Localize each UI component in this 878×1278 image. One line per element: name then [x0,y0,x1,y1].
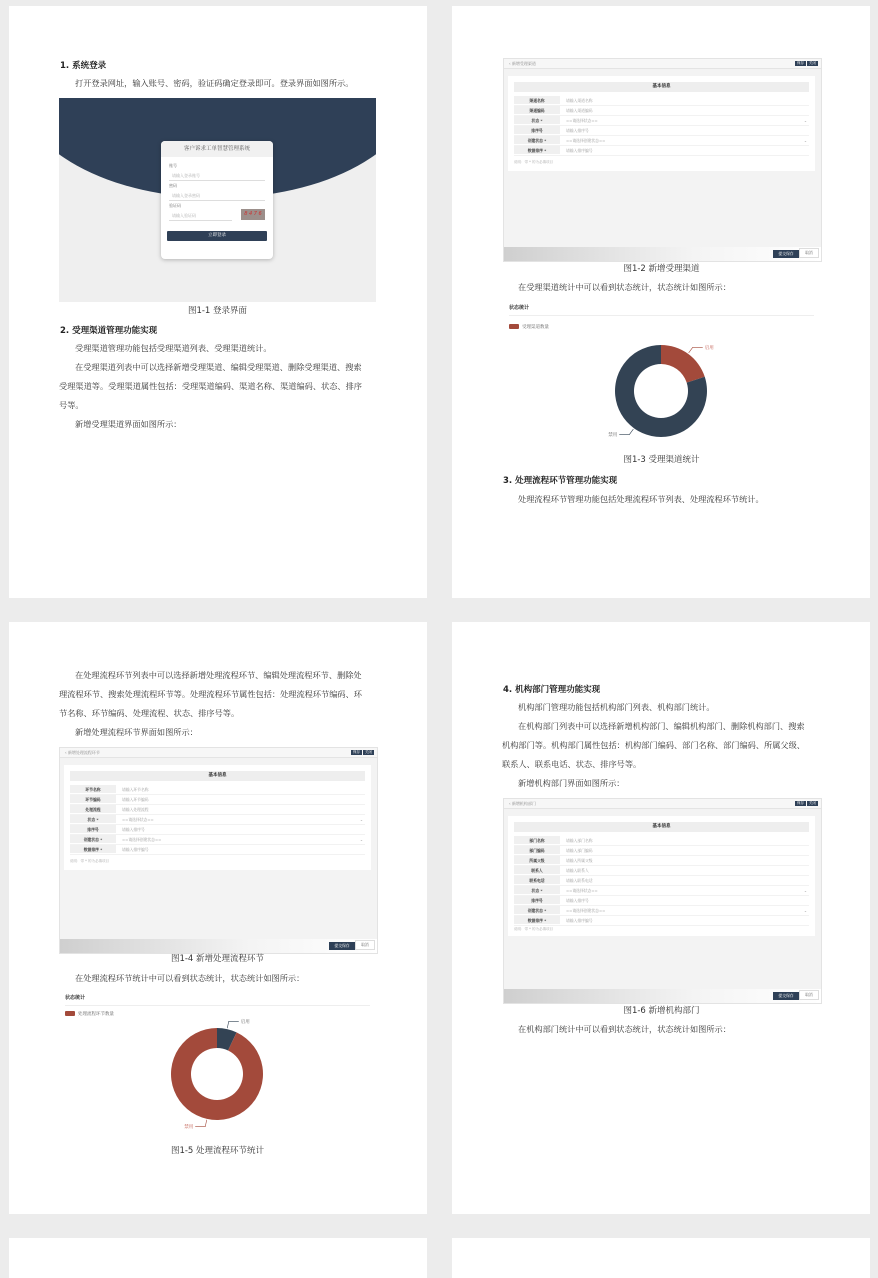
form-row [514,96,809,106]
form-input[interactable]: 请输入排序号 [566,898,589,903]
form-field-label: 排序号 [514,896,560,904]
chevron-down-icon[interactable]: ⌄ [803,908,807,913]
form-row [514,106,809,116]
section-heading: 3. 处理流程环节管理功能实现 [503,476,618,486]
legend-label: 受理渠道数量 [522,325,549,330]
paragraph: 在机构部门统计中可以看到状态统计，状态统计如图所示： [518,1024,731,1034]
form-row [514,916,809,926]
legend-label: 处理流程环节数量 [78,1012,114,1017]
save-button[interactable]: 保存 [797,801,804,805]
paragraph-line: 机构部门等。机构部门属性包括：机构部门编码、部门名称、部门编码、所属父级、 [502,740,805,750]
login-screenshot [59,98,376,302]
form-screenshot [503,798,822,1004]
login-system-title: 客户诉求工单智慧管理系统 [161,141,273,157]
chart-title: 状态统计 [509,305,530,311]
form-field-label: 数据排序 * [514,916,560,924]
form-input[interactable]: 请输入联系人 [566,868,589,873]
section-heading: 1. 系统登录 [60,61,107,71]
form-input[interactable]: 请输入环节编码 [122,797,149,802]
form-field-label: 创建状态 * [514,906,560,914]
form-select[interactable]: ==请选择创建状态== [566,908,606,913]
form-row [514,866,809,876]
form-input[interactable]: 请输入排序编号 [122,847,149,852]
form-screenshot [59,747,378,954]
form-note: 说明：带 * 的为必填项目 [514,160,553,164]
form-footer [60,939,377,953]
window-title-bar [504,799,821,809]
form-input[interactable]: 请输入环节名称 [122,787,149,792]
account-input[interactable]: 请输入登录账号 [169,171,265,181]
form-section-title: 基本信息 [514,822,809,832]
paragraph: 受理渠道管理功能包括受理渠道列表、受理渠道统计。 [75,343,272,353]
form-field-label: 所属父级 [514,856,560,864]
chart-divider [509,315,814,316]
form-field-label: 联系人 [514,866,560,874]
captcha-input[interactable]: 请输入验证码 [169,211,232,221]
cancel-button[interactable]: 取消 [799,990,819,1000]
form-input[interactable]: 请输入排序编号 [566,148,593,153]
paragraph-line: 联系人、联系电话、状态、排序号等。 [502,759,642,769]
donut-slice-启用 [661,345,705,383]
password-label: 密码 [169,183,177,188]
paragraph-line: 理流程环节、搜索处理流程环节等。处理流程环节属性包括：处理流程环节编码、环 [59,689,362,699]
form-card [508,76,815,171]
form-screenshot [503,58,822,262]
back-icon[interactable]: ‹ [509,61,512,66]
form-field-label: 渠道编码 [514,106,560,114]
form-field-label: 部门名称 [514,836,560,844]
form-field-label: 处理流程 [70,805,116,813]
paragraph: 打开登录网址，输入账号、密码，验证码确定登录即可。登录界面如图所示。 [75,78,354,88]
figure-caption: 图1-3 受理渠道统计 [623,455,700,465]
slice-label: 禁用 [184,1125,194,1131]
chevron-down-icon[interactable]: ⌄ [803,138,807,143]
form-row [70,785,365,795]
form-footer [504,989,821,1003]
form-row [70,825,365,835]
form-field-label: 联系电话 [514,876,560,884]
figure-caption: 图1-5 处理流程环节统计 [170,1146,265,1156]
form-field-label: 渠道名称 [514,96,560,104]
form-field-label: 创建状态 * [70,835,116,843]
document-page-6 [452,1238,870,1278]
form-input[interactable]: 请输入部门编码 [566,848,593,853]
submit-button[interactable]: 提交保存 [329,942,355,950]
close-button[interactable]: 关闭 [809,61,816,65]
figure-caption: 图1-4 新增处理流程环节 [170,954,265,964]
form-row [514,136,809,146]
form-row [514,836,809,846]
form-note: 说明：带 * 的为必填项目 [514,927,553,931]
form-select[interactable]: ==请选择创建状态== [566,138,606,143]
window-title: 新增受理渠道 [511,61,536,66]
form-field-label: 状态 * [514,886,560,894]
form-select[interactable]: ==请选择状态== [122,817,154,822]
paragraph: 新增机构部门界面如图所示： [518,778,625,788]
window-title-bar [504,59,821,69]
paragraph: 在受理渠道统计中可以看到状态统计，状态统计如图所示： [518,282,731,292]
form-input[interactable]: 请输入所属父级 [566,858,593,863]
paragraph: 新增处理流程环节界面如图所示： [75,727,198,737]
form-row [514,876,809,886]
chevron-down-icon[interactable]: ⌄ [803,118,807,123]
cancel-button[interactable]: 取消 [799,248,819,258]
form-field-label: 环节编码 [70,795,116,803]
account-label: 账号 [169,163,177,168]
login-button[interactable]: 立即登录 [167,231,267,241]
form-row [514,886,809,896]
document-page-2 [452,6,870,598]
login-card [161,141,273,259]
captcha-image[interactable]: 8 4 7 6 [241,209,265,220]
form-note: 说明：带 * 的为必填项目 [70,859,109,863]
form-card [64,765,371,870]
chevron-down-icon[interactable]: ⌄ [359,817,363,822]
chart-divider [65,1005,370,1006]
legend-swatch [65,1011,75,1016]
slice-leader-line [195,1120,207,1127]
window-title-bar [60,748,377,758]
form-select[interactable]: ==请选择状态== [566,118,598,123]
save-button[interactable]: 保存 [353,750,360,754]
form-row [70,835,365,845]
document-page-3 [9,622,427,1214]
form-field-label: 环节名称 [70,785,116,793]
paragraph-line: 受理渠道等。受理渠道属性包括：受理渠道编码、渠道名称、渠道编码、状态、排序 [59,381,362,391]
chevron-down-icon[interactable]: ⌄ [359,837,363,842]
document-page-5 [9,1238,427,1278]
cancel-button[interactable]: 取消 [355,940,375,950]
form-input[interactable]: 请输入渠道编码 [566,108,593,113]
form-row [514,856,809,866]
section-heading: 4. 机构部门管理功能实现 [503,685,601,695]
form-input[interactable]: 请输入联系电话 [566,878,593,883]
slice-leader-line [619,429,633,435]
document-page-1 [9,6,427,598]
captcha-label: 验证码 [169,203,181,208]
form-select[interactable]: ==请选择状态== [566,888,598,893]
section-heading: 2. 受理渠道管理功能实现 [60,326,158,336]
slice-leader-line [689,347,703,353]
form-field-label: 数据排序 * [514,146,560,154]
form-field-label: 状态 * [514,116,560,124]
document-page-4 [452,622,870,1214]
form-footer [504,247,821,261]
figure-caption: 图1-6 新增机构部门 [623,1006,700,1016]
back-icon[interactable]: ‹ [509,801,512,806]
donut-chart [503,330,820,455]
form-section-title: 基本信息 [514,82,809,92]
paragraph: 新增受理渠道界面如图所示： [75,419,182,429]
password-input[interactable]: 请输入登录密码 [169,191,265,201]
donut-slice-禁用 [171,1028,263,1120]
paragraph: 在处理流程环节统计中可以看到状态统计，状态统计如图所示： [75,973,305,983]
form-input[interactable]: 请输入排序号 [566,128,589,133]
form-row [70,815,365,825]
form-field-label: 部门编码 [514,846,560,854]
form-row [70,845,365,855]
form-input[interactable]: 请输入渠道名称 [566,98,593,103]
form-field-label: 数据排序 * [70,845,116,853]
form-field-label: 排序号 [70,825,116,833]
save-button[interactable]: 保存 [797,61,804,65]
chart-1 [503,302,820,452]
donut-chart [59,1017,376,1142]
form-row [70,805,365,815]
paragraph-line: 在处理流程环节列表中可以选择新增处理流程环节、编辑处理流程环节、删除处 [75,670,362,680]
form-row [514,126,809,136]
figure-caption: 图1-1 登录界面 [187,306,248,316]
paragraph-line: 号等。 [59,400,84,410]
close-button[interactable]: 关闭 [809,801,816,805]
form-section-title: 基本信息 [70,771,365,781]
form-row [514,906,809,916]
paragraph-line: 在受理渠道列表中可以选择新增受理渠道、编辑受理渠道、删除受理渠道、搜索 [75,362,362,372]
submit-button[interactable]: 提交保存 [773,250,799,258]
form-input[interactable]: 请输入部门名称 [566,838,593,843]
form-row [514,146,809,156]
paragraph: 机构部门管理功能包括机构部门列表、机构部门统计。 [518,702,715,712]
form-field-label: 排序号 [514,126,560,134]
form-input[interactable]: 请输入排序号 [122,827,145,832]
form-input[interactable]: 请输入处理流程 [122,807,149,812]
form-input[interactable]: 请输入排序编号 [566,918,593,923]
slice-leader-line [227,1021,239,1028]
form-select[interactable]: ==请选择创建状态== [122,837,162,842]
window-title: 新增机构部门 [511,801,536,806]
close-button[interactable]: 关闭 [365,750,372,754]
form-row [514,116,809,126]
chart-title: 状态统计 [65,995,86,1001]
back-icon[interactable]: ‹ [65,750,68,755]
window-title: 新增处理流程环节 [67,750,100,755]
slice-label: 启用 [704,345,714,351]
paragraph-line: 在机构部门列表中可以选择新增机构部门、编辑机构部门、删除机构部门、搜索 [518,721,805,731]
paragraph-line: 节名称、环节编码、处理流程、状态、排序号等。 [59,708,240,718]
chart-2 [59,992,376,1140]
form-row [514,846,809,856]
chevron-down-icon[interactable]: ⌄ [803,888,807,893]
form-card [508,816,815,936]
slice-label: 启用 [240,1019,250,1025]
paragraph: 处理流程环节管理功能包括处理流程环节列表、处理流程环节统计。 [518,494,764,504]
slice-label: 禁用 [608,433,618,439]
figure-caption: 图1-2 新增受理渠道 [623,264,700,274]
form-row [70,795,365,805]
form-row [514,896,809,906]
submit-button[interactable]: 提交保存 [773,992,799,1000]
form-field-label: 状态 * [70,815,116,823]
form-field-label: 创建状态 * [514,136,560,144]
legend-swatch [509,324,519,329]
